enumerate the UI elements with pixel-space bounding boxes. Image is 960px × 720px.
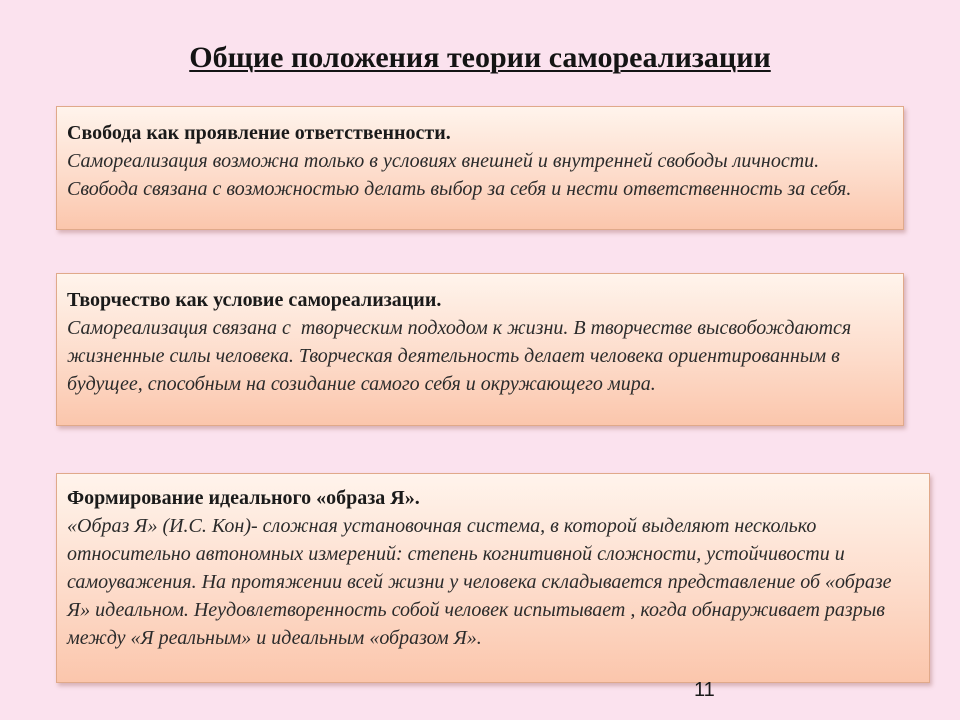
- card-heading: Свобода как проявление ответственности.: [67, 122, 451, 144]
- slide-title: Общие положения теории самореализации: [189, 41, 771, 74]
- card-creativity: [56, 273, 904, 426]
- card-body: Самореализация связана с творческим подходом к жизни. В творчестве высвобождаются жизненные силы человека. Творческая деятельность делает человека ориентированным в будущее, способным на созидание самого себя и окружающего мира.: [67, 317, 857, 395]
- card-heading: Творчество как условие самореализации.: [67, 289, 442, 311]
- page-number: 11: [694, 679, 715, 701]
- card-heading: Формирование идеального «образа Я».: [67, 487, 420, 509]
- card-body: Самореализация возможна только в условиях внешней и внутренней свободы личности. Свобода связана с возможностью делать выбор за себя и нести ответственность за себя.: [67, 150, 852, 200]
- card-freedom: [56, 106, 904, 230]
- card-ideal-self-image: [56, 473, 930, 683]
- card-body: «Образ Я» (И.С. Кон)- сложная установочная система, в которой выделяют несколько относительно автономных измерений: степень когнитивной сложности, устойчивости и самоуважения. На протяжении всей жизни у человека складывается представление об «образе Я» идеальном. Неудовлетворенность собой человек испытывает , когда обнаруживает разрыв между «Я реальным» и идеальным «образом Я».: [67, 515, 897, 649]
